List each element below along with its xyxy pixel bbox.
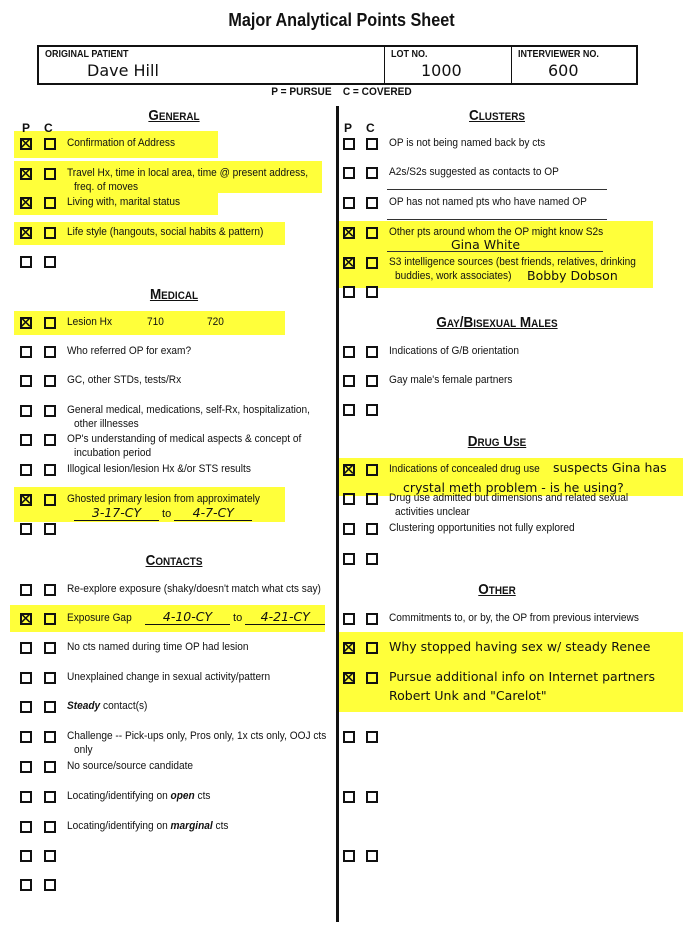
- lot-no-value: 1000: [421, 61, 462, 80]
- page-title: Major Analytical Points Sheet: [228, 10, 455, 30]
- item-label: OP's understanding of medical aspects & concept of: [67, 433, 302, 445]
- p-checkbox[interactable]: [343, 613, 355, 625]
- c-checkbox[interactable]: [44, 523, 56, 535]
- p-checkbox[interactable]: [20, 879, 32, 891]
- item-label: Ghosted primary lesion from approximately: [67, 493, 260, 505]
- item-label: GC, other STDs, tests/Rx: [67, 374, 182, 386]
- p-checkbox[interactable]: [20, 434, 32, 446]
- item-label-continued: other illnesses: [74, 418, 139, 430]
- handwritten-note: suspects Gina has: [553, 460, 667, 475]
- x-mark-icon: ✕: [19, 134, 33, 153]
- item-label: Unexplained change in sexual activity/pattern: [67, 671, 271, 683]
- c-checkbox[interactable]: [366, 791, 378, 803]
- item-label: Who referred OP for exam?: [67, 345, 192, 357]
- c-checkbox[interactable]: [44, 317, 56, 329]
- item-label: Travel Hx, time in local area, time @ present address,: [67, 167, 309, 179]
- item-label: Challenge -- Pick-ups only, Pros only, 1x cts only, OOJ cts: [67, 730, 327, 742]
- x-mark-icon: ✕: [19, 223, 33, 242]
- c-checkbox[interactable]: [44, 464, 56, 476]
- p-column-label: P: [22, 121, 31, 135]
- section-clusters: Clusters: [469, 107, 525, 124]
- item-label: OP has not named pts who have named OP: [389, 196, 587, 208]
- item-label: Locating/identifying on marginal cts: [67, 820, 229, 832]
- handwritten-note: Bobby Dobson: [527, 268, 618, 283]
- c-checkbox[interactable]: [44, 672, 56, 684]
- item-label: A2s/S2s suggested as contacts to OP: [389, 166, 559, 178]
- item-label-continued: activities unclear: [395, 506, 470, 518]
- date-to[interactable]: 4-21-CY: [245, 609, 325, 625]
- c-checkbox[interactable]: [44, 584, 56, 596]
- x-mark-icon: ✕: [19, 313, 33, 332]
- section-gay-bisexual-males: Gay/Bisexual Males: [436, 314, 558, 331]
- section-other: Other: [478, 581, 516, 598]
- p-checkbox[interactable]: [20, 821, 32, 833]
- p-checkbox[interactable]: [20, 672, 32, 684]
- c-checkbox[interactable]: [44, 642, 56, 654]
- date-from[interactable]: 3-17-CY: [74, 505, 159, 521]
- c-checkbox[interactable]: [366, 197, 378, 209]
- c-checkbox[interactable]: [44, 434, 56, 446]
- p-checkbox[interactable]: [343, 375, 355, 387]
- pc-legend: P = PURSUE C = COVERED: [271, 86, 412, 98]
- original-patient-field[interactable]: [39, 47, 384, 83]
- handwritten-note: Pursue additional info on Internet partners: [389, 669, 655, 684]
- c-checkbox[interactable]: [366, 404, 378, 416]
- range-separator: to: [230, 612, 246, 624]
- c-checkbox[interactable]: [366, 493, 378, 505]
- item-label: Clustering opportunities not fully explored: [389, 522, 575, 534]
- emphasis: marginal: [170, 820, 213, 832]
- c-checkbox[interactable]: [366, 731, 378, 743]
- p-checkbox[interactable]: [343, 850, 355, 862]
- x-mark-icon: ✕: [19, 164, 33, 183]
- item-label-continued: buddies, work associates): [395, 270, 512, 282]
- c-checkbox[interactable]: [366, 138, 378, 150]
- item-label: Life style (hangouts, social habits & pattern): [67, 226, 264, 238]
- handwritten-note: crystal meth problem - is he using?: [403, 480, 624, 495]
- handwritten-note: Gina White: [451, 237, 521, 252]
- c-checkbox[interactable]: [44, 405, 56, 417]
- item-label: Living with, marital status: [67, 196, 181, 208]
- p-checkbox[interactable]: [343, 167, 355, 179]
- p-checkbox[interactable]: [20, 405, 32, 417]
- c-column-label: C: [366, 121, 375, 135]
- p-checkbox[interactable]: [343, 523, 355, 535]
- x-mark-icon: ✕: [342, 460, 356, 479]
- p-checkbox[interactable]: [20, 701, 32, 713]
- p-checkbox[interactable]: [20, 523, 32, 535]
- emphasis: Steady: [67, 700, 101, 712]
- section-medical: Medical: [149, 286, 199, 303]
- p-checkbox[interactable]: [20, 850, 32, 862]
- item-label: OP is not being named back by cts: [389, 137, 546, 149]
- interviewer-no-value: 600: [548, 61, 579, 80]
- c-checkbox[interactable]: [44, 761, 56, 773]
- c-checkbox[interactable]: [366, 167, 378, 179]
- c-checkbox[interactable]: [44, 731, 56, 743]
- item-label: Illogical lesion/lesion Hx &/or STS results: [67, 463, 251, 475]
- item-label: S3 intelligence sources (best friends, relatives, drinking: [389, 256, 636, 268]
- lot-no-field[interactable]: [385, 47, 511, 83]
- range-separator: to: [159, 508, 175, 520]
- interviewer-no-label: INTERVIEWER NO.: [518, 49, 599, 60]
- item-label-continued: incubation period: [74, 447, 152, 459]
- c-checkbox[interactable]: [44, 494, 56, 506]
- patient-header-box: [37, 45, 638, 85]
- interviewer-no-field[interactable]: [512, 47, 636, 83]
- original-patient-label: ORIGINAL PATIENT: [45, 49, 129, 60]
- handwritten-note: Why stopped having sex w/ steady Renee: [389, 639, 651, 654]
- c-checkbox[interactable]: [366, 375, 378, 387]
- item-label: Drug use admitted but dimensions and related sexual: [389, 492, 629, 504]
- p-checkbox[interactable]: [343, 346, 355, 358]
- p-checkbox[interactable]: [343, 404, 355, 416]
- item-label: Indications of concealed drug use: [389, 463, 540, 475]
- c-checkbox[interactable]: [44, 879, 56, 891]
- x-mark-icon: ✕: [19, 490, 33, 509]
- c-checkbox[interactable]: [44, 346, 56, 358]
- c-checkbox[interactable]: [44, 791, 56, 803]
- section-drug-use: Drug Use: [467, 433, 527, 450]
- p-checkbox[interactable]: [343, 731, 355, 743]
- x-mark-icon: ✕: [19, 609, 33, 628]
- p-checkbox[interactable]: [343, 197, 355, 209]
- c-checkbox[interactable]: [366, 850, 378, 862]
- p-checkbox[interactable]: [20, 256, 32, 268]
- p-checkbox[interactable]: [343, 791, 355, 803]
- c-checkbox[interactable]: [366, 227, 378, 239]
- p-checkbox[interactable]: [20, 642, 32, 654]
- date-from[interactable]: 4-10-CY: [145, 609, 230, 625]
- item-label: Re-explore exposure (shaky/doesn't match what cts say): [67, 583, 321, 595]
- item-label: Lesion Hx: [67, 316, 113, 328]
- c-checkbox[interactable]: [44, 138, 56, 150]
- c-checkbox[interactable]: [366, 642, 378, 654]
- lesion-value: 710: [147, 316, 164, 328]
- item-label: Other pts around whom the OP might know S2s: [389, 226, 604, 238]
- blank-line[interactable]: [387, 189, 607, 190]
- p-checkbox[interactable]: [20, 791, 32, 803]
- p-checkbox[interactable]: [343, 553, 355, 565]
- c-checkbox[interactable]: [44, 197, 56, 209]
- date-to[interactable]: 4-7-CY: [174, 505, 252, 521]
- c-checkbox[interactable]: [44, 256, 56, 268]
- c-checkbox[interactable]: [44, 613, 56, 625]
- p-checkbox[interactable]: [20, 346, 32, 358]
- date-range: [145, 609, 325, 625]
- p-checkbox[interactable]: [343, 493, 355, 505]
- x-mark-icon: ✕: [342, 668, 356, 687]
- item-label: No source/source candidate: [67, 760, 194, 772]
- p-checkbox[interactable]: [343, 138, 355, 150]
- p-checkbox[interactable]: [20, 731, 32, 743]
- x-mark-icon: ✕: [342, 253, 356, 272]
- section-general: General: [148, 107, 200, 124]
- section-contacts: Contacts: [145, 552, 203, 569]
- p-checkbox[interactable]: [20, 375, 32, 387]
- c-checkbox[interactable]: [44, 375, 56, 387]
- c-checkbox[interactable]: [366, 613, 378, 625]
- c-checkbox[interactable]: [366, 346, 378, 358]
- c-checkbox[interactable]: [44, 850, 56, 862]
- original-patient-value: Dave Hill: [87, 61, 159, 80]
- lot-no-label: LOT NO.: [391, 49, 428, 60]
- x-mark-icon: ✕: [342, 223, 356, 242]
- emphasis: open: [170, 790, 195, 802]
- item-label: Commitments to, or by, the OP from previous interviews: [389, 612, 639, 624]
- c-checkbox[interactable]: [44, 821, 56, 833]
- x-mark-icon: ✕: [19, 193, 33, 212]
- date-range: [74, 505, 252, 521]
- c-checkbox[interactable]: [366, 286, 378, 298]
- p-checkbox[interactable]: [20, 761, 32, 773]
- p-checkbox[interactable]: [20, 584, 32, 596]
- item-label: Confirmation of Address: [67, 137, 175, 149]
- c-checkbox[interactable]: [44, 168, 56, 180]
- c-checkbox[interactable]: [44, 701, 56, 713]
- item-label: Exposure Gap: [67, 612, 132, 624]
- item-label: Steady contact(s): [67, 700, 148, 712]
- c-checkbox[interactable]: [366, 672, 378, 684]
- p-column-label: P: [344, 121, 353, 135]
- c-checkbox[interactable]: [44, 227, 56, 239]
- p-checkbox[interactable]: [343, 286, 355, 298]
- handwritten-note: Robert Unk and "Carelot": [389, 688, 547, 703]
- c-checkbox[interactable]: [366, 523, 378, 535]
- column-divider: [336, 106, 339, 922]
- item-label: Indications of G/B orientation: [389, 345, 519, 357]
- item-label: Locating/identifying on open cts: [67, 790, 211, 802]
- item-label: No cts named during time OP had lesion: [67, 641, 249, 653]
- c-checkbox[interactable]: [366, 464, 378, 476]
- item-label-continued: only: [74, 744, 93, 756]
- item-label: General medical, medications, self-Rx, hospitalization,: [67, 404, 310, 416]
- x-mark-icon: ✕: [342, 638, 356, 657]
- item-label: Gay male's female partners: [389, 374, 513, 386]
- blank-line[interactable]: [387, 219, 607, 220]
- c-checkbox[interactable]: [366, 553, 378, 565]
- lesion-value: 720: [207, 316, 224, 328]
- item-label-continued: freq. of moves: [74, 181, 139, 193]
- p-checkbox[interactable]: [20, 464, 32, 476]
- c-checkbox[interactable]: [366, 257, 378, 269]
- c-column-label: C: [44, 121, 53, 135]
